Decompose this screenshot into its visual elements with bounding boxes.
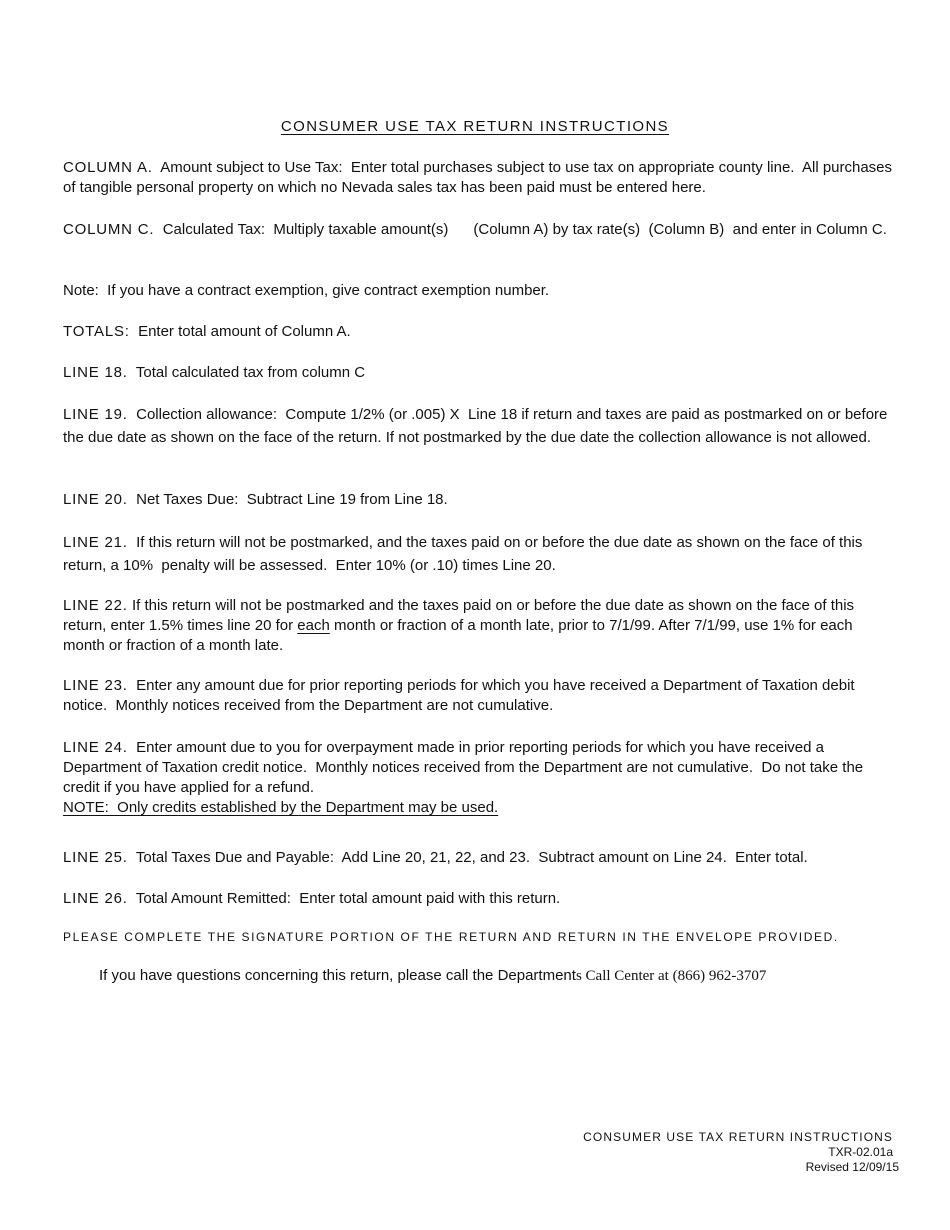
totals-text: Enter total amount of Column A. [129, 323, 351, 340]
line-22-text-after: month or fraction of a month late, prior to 7/1/99. After 7/1/99, use 1% for each month or fraction of a month late. [63, 617, 857, 654]
line-24-credit-note: NOTE: Only credits established by the Department may be used. [63, 799, 499, 816]
column-c-text: Calculated Tax: Multiply taxable amount(s) (Column A) by tax rate(s) (Column B) and enter in Column C. [154, 221, 887, 238]
column-a-label: COLUMN A. [63, 159, 153, 176]
totals-instruction [63, 322, 893, 342]
line-20-instruction [63, 490, 893, 510]
call-center-phone: s Call Center at (866) 962-3707 [575, 968, 767, 984]
column-c-label: COLUMN C. [63, 221, 155, 238]
questions-text: If you have questions concerning this return, please call the Department [99, 967, 576, 984]
line-24-text: Enter amount due to you for overpayment made in prior reporting periods for which you have received a Department of Taxation credit notice. Monthly notices received from the Department are not cumulative. Do not take the credit if you have applied for a refund. [63, 739, 868, 796]
line-26-label: LINE 26. [63, 890, 128, 907]
line-24-label: LINE 24. [63, 739, 128, 756]
line-23-text: Enter any amount due for prior reporting periods for which you have received a Department of Taxation debit notice. Monthly notices received from the Department are not cumulative. [63, 677, 859, 714]
note-text: Note: If you have a contract exemption, give contract exemption number. [63, 282, 550, 299]
totals-label: TOTALS: [63, 323, 130, 340]
line-18-instruction [63, 363, 893, 383]
column-a-instruction [63, 158, 897, 198]
line-20-label: LINE 20. [63, 491, 128, 508]
column-a-text: Amount subject to Use Tax: Enter total purchases subject to use tax on appropriate county line. All purchases of tangible personal property on which no Nevada sales tax has been paid must be entered here. [63, 159, 897, 196]
line-19-label: LINE 19. [63, 406, 128, 423]
line-22-text-before: If this return will not be postmarked and the taxes paid on or before the due date as shown on the face of this return, enter 1.5% times line 20 for [63, 597, 859, 634]
line-25-instruction [63, 848, 893, 868]
line-21-label: LINE 21. [63, 534, 128, 551]
footer-form-number: TXR-02.01a [828, 1145, 893, 1159]
line-26-text: Total Amount Remitted: Enter total amount paid with this return. [127, 890, 561, 907]
line-22-emphasis: each [297, 617, 330, 634]
line-22-label: LINE 22. [63, 597, 128, 614]
line-21-text: If this return will not be postmarked, and the taxes paid on or before the due date as shown on the face of this return, a 10% penalty will be assessed. Enter 10% (or .10) times Line 20. [63, 534, 867, 574]
line-21-instruction [63, 531, 893, 577]
line-18-label: LINE 18. [63, 364, 128, 381]
footer-revision-date: Revised 12/09/15 [805, 1160, 899, 1174]
line-26-instruction [63, 889, 893, 909]
page-title: CONSUMER USE TAX RETURN INSTRUCTIONS [280, 118, 670, 135]
line-20-text: Net Taxes Due: Subtract Line 19 from Line 18. [127, 491, 448, 508]
footer-form-title: CONSUMER USE TAX RETURN INSTRUCTIONS [583, 1130, 893, 1144]
column-c-instruction [63, 220, 893, 240]
form-footer [583, 1130, 899, 1175]
line-24-instruction [63, 738, 893, 818]
line-25-label: LINE 25. [63, 849, 128, 866]
questions-contact [99, 967, 919, 985]
line-19-instruction [63, 404, 893, 449]
line-19-text: Collection allowance: Compute 1/2% (or .005) X Line 18 if return and taxes are paid as postmarked on or before the due date as shown on the face of the return. If not postmarked by the due date the collection allowance is not allowed. [63, 406, 892, 446]
line-23-label: LINE 23. [63, 677, 128, 694]
line-23-instruction [63, 676, 893, 716]
line-25-text: Total Taxes Due and Payable: Add Line 20, 21, 22, and 23. Subtract amount on Line 24. Enter total. [127, 849, 808, 866]
contract-exemption-note [63, 281, 893, 301]
line-18-text: Total calculated tax from column C [127, 364, 366, 381]
line-22-instruction [63, 596, 893, 656]
signature-notice: PLEASE COMPLETE THE SIGNATURE PORTION OF THE RETURN AND RETURN IN THE ENVELOPE PROVIDED. [63, 930, 839, 944]
